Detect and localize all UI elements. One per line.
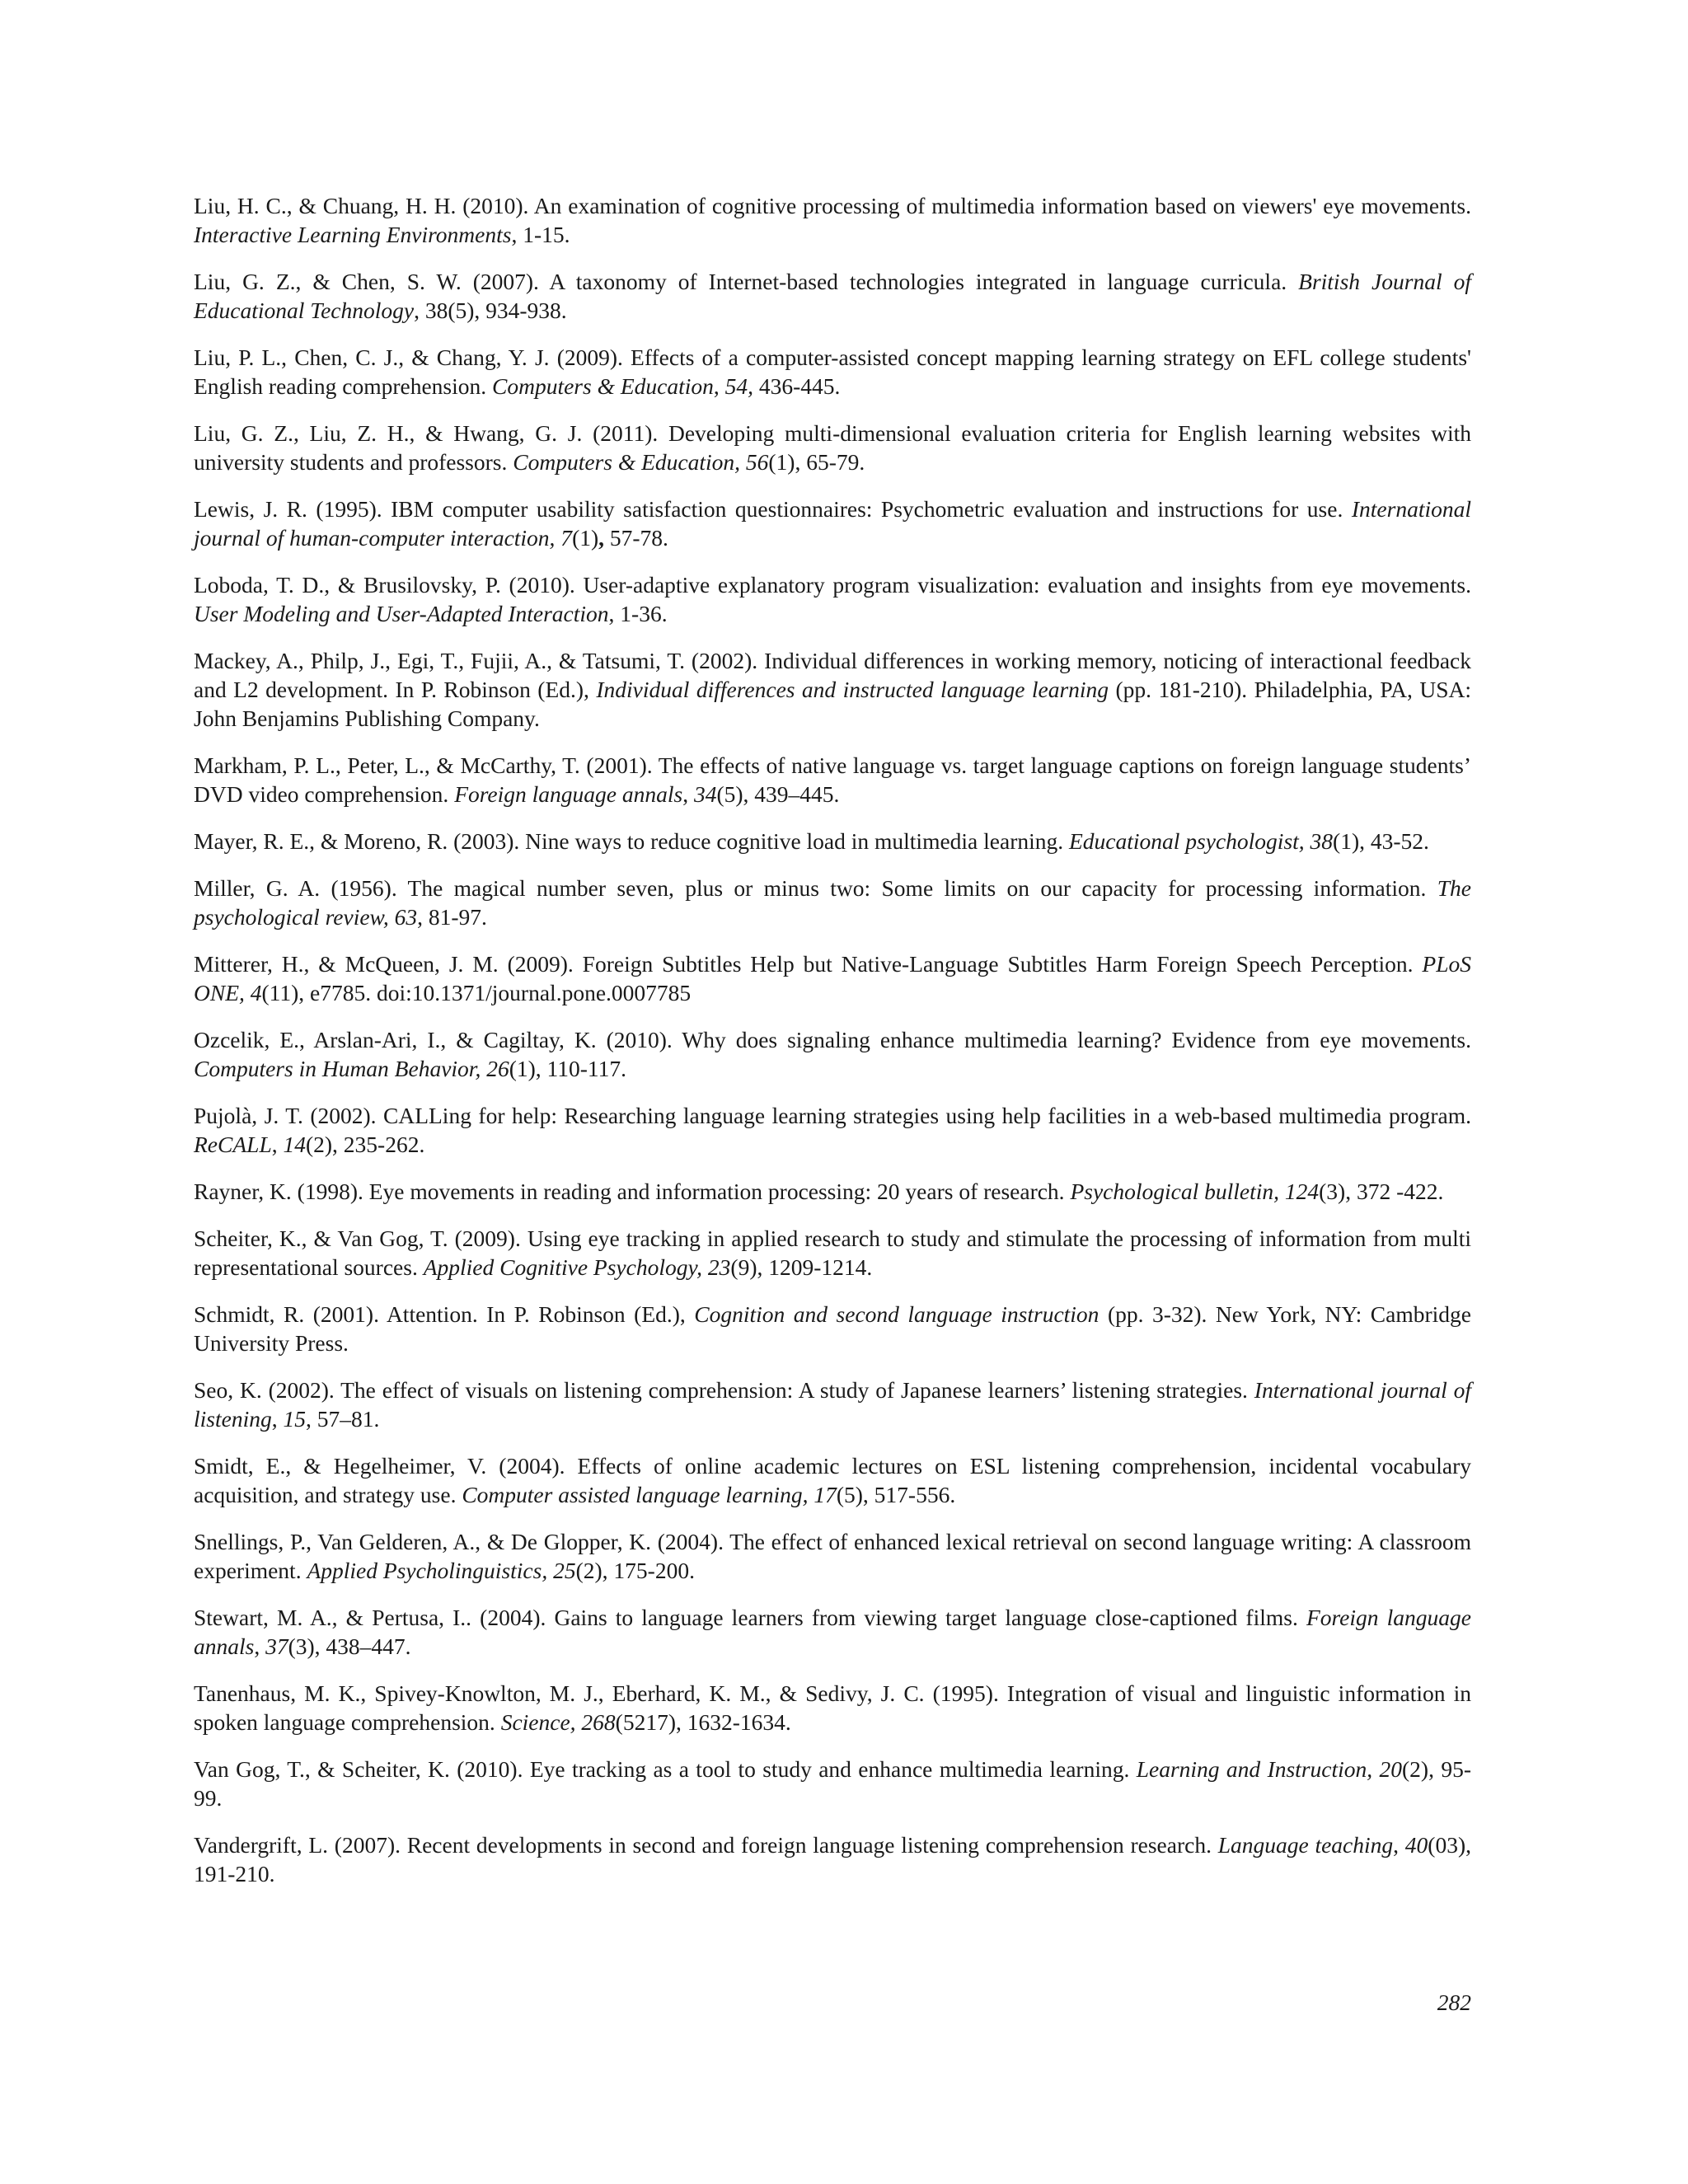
reference-italic-segment: The psychological review, 63: [194, 875, 1471, 930]
reference-text-segment: (9), 1209-1214.: [730, 1254, 873, 1280]
reference-entry: [194, 494, 1471, 552]
reference-italic-segment: Applied Cognitive Psychology, 23: [423, 1254, 731, 1280]
reference-text-segment: Scheiter, K., & Van Gog, T. (2009). Using eye tracking in applied research to study and stimulate the processing of information from multi representational sources.: [194, 1226, 1471, 1280]
reference-italic-segment: Computer assisted language learning, 17: [462, 1482, 837, 1507]
reference-italic-segment: Computers in Human Behavior, 26: [194, 1056, 509, 1081]
reference-entry: [194, 1451, 1471, 1509]
reference-italic-segment: Individual differences and instructed language learning: [596, 677, 1109, 702]
reference-text-segment: Rayner, K. (1998). Eye movements in reading and information processing: 20 years of research.: [194, 1179, 1071, 1204]
reference-text-segment: Miller, G. A. (1956). The magical number seven, plus or minus two: Some limits on our capacity for processing information.: [194, 875, 1437, 901]
reference-text-segment: Mitterer, H., & McQueen, J. M. (2009). Foreign Subtitles Help but Native-Language Subtitles Harm Foreign Speech Perception.: [194, 951, 1423, 977]
reference-entry: [194, 1603, 1471, 1661]
reference-italic-segment: Cognition and second language instruction: [694, 1301, 1100, 1327]
reference-text-segment: ,: [271, 1406, 284, 1432]
reference-italic-segment: Computers & Education, 56: [513, 449, 769, 475]
reference-italic-segment: Learning and Instruction, 20: [1136, 1756, 1403, 1782]
reference-text-segment: Tanenhaus, M. K., Spivey-Knowlton, M. J., Eberhard, K. M., & Sedivy, J. C. (1995). Integration of visual and linguistic information in spoken language comprehension.: [194, 1680, 1471, 1735]
reference-entry: [194, 1224, 1471, 1282]
reference-text-segment: (pp. 181-210). Philadelphia, PA, USA: John Benjamins Publishing Company.: [194, 677, 1472, 731]
reference-text-segment: (11), e7785. doi:10.1371/journal.pone.0007785: [261, 980, 692, 1005]
reference-text-segment: Liu, H. C., & Chuang, H. H. (2010). An examination of cognitive processing of multimedia information based on viewers' eye movements.: [194, 193, 1471, 218]
reference-italic-segment: 37: [265, 1633, 288, 1659]
reference-text-segment: Smidt, E., & Hegelheimer, V. (2004). Effects of online academic lectures on ESL listening comprehension, incidental vocabulary acquisition, and strategy use.: [194, 1453, 1471, 1507]
reference-italic-segment: PLoS ONE, 4: [194, 951, 1471, 1005]
reference-italic-segment: Psychological bulletin, 124: [1070, 1179, 1320, 1204]
reference-italic-segment: Applied Psycholinguistics, 25: [307, 1558, 576, 1583]
reference-text-segment: , 38(5), 934-938.: [414, 298, 567, 323]
reference-text-segment: Liu, P. L., Chen, C. J., & Chang, Y. J. (2009). Effects of a computer-assisted concept mapping learning strategy on EFL college students' English reading comprehension.: [194, 344, 1471, 399]
reference-entry: [194, 874, 1471, 931]
reference-italic-segment: Foreign language annals: [454, 781, 683, 807]
reference-text-segment: (2), 95-99.: [194, 1756, 1471, 1811]
reference-entry: [194, 1376, 1471, 1433]
page-number: 282: [1437, 1990, 1471, 2015]
reference-text-segment: , 57–81.: [305, 1406, 380, 1432]
reference-list: [194, 191, 1471, 1906]
reference-entry: [194, 1101, 1471, 1159]
reference-entry: [194, 267, 1471, 325]
reference-text-segment: Mackey, A., Philp, J., Egi, T., Fujii, A., & Tatsumi, T. (2002). Individual differences in working memory, noticing of interactional feedback and L2 development. In P. Robinson (Ed.),: [194, 648, 1471, 702]
reference-text-segment: , 81-97.: [417, 904, 487, 930]
reference-italic-segment: Interactive Learning Environments: [194, 222, 512, 247]
reference-entry: [194, 949, 1471, 1007]
reference-text-segment: (1), 43-52.: [1333, 828, 1429, 854]
reference-entry: [194, 827, 1471, 855]
reference-entry: [194, 343, 1471, 401]
reference-italic-segment: International journal of listening: [194, 1377, 1472, 1432]
reference-text-segment: ,: [254, 1633, 266, 1659]
reference-entry: [194, 191, 1471, 249]
reference-italic-segment: British Journal of Educational Technology: [194, 269, 1471, 323]
reference-entry: [194, 646, 1471, 733]
reference-italic-segment: User Modeling and User-Adapted Interaction: [194, 601, 609, 626]
reference-text-segment: , 1-15.: [511, 222, 570, 247]
reference-entry: [194, 1300, 1471, 1357]
reference-text-segment: (3), 438–447.: [288, 1633, 411, 1659]
reference-text-segment: Vandergrift, L. (2007). Recent developments in second and foreign language listening comprehension research.: [194, 1832, 1218, 1858]
reference-entry: [194, 1679, 1471, 1736]
reference-text-segment: (2), 235-262.: [305, 1132, 425, 1157]
reference-entry: [194, 1177, 1471, 1206]
reference-entry: [194, 570, 1471, 628]
reference-text-segment: Ozcelik, E., Arslan-Ari, I., & Cagiltay, K. (2010). Why does signaling enhance multimedia learning? Evidence from eye movements.: [194, 1027, 1471, 1052]
reference-italic-segment: 54,: [724, 373, 754, 399]
reference-text-segment: 57-78.: [604, 525, 668, 551]
reference-text-segment: (pp. 3-32). New York, NY: Cambridge University Press.: [194, 1301, 1471, 1356]
reference-text-segment: (1), 110-117.: [509, 1056, 627, 1081]
reference-entry: [194, 419, 1471, 476]
reference-text-segment: Liu, G. Z., & Chen, S. W. (2007). A taxonomy of Internet-based technologies integrated in language curricula.: [194, 269, 1299, 294]
reference-text-segment: Schmidt, R. (2001). Attention. In P. Robinson (Ed.),: [194, 1301, 695, 1327]
reference-italic-segment: 40: [1404, 1832, 1428, 1858]
reference-entry: [194, 1527, 1471, 1585]
reference-entry: [194, 751, 1471, 808]
reference-text-segment: (3), 372 -422.: [1319, 1179, 1444, 1204]
reference-entry: [194, 1755, 1471, 1812]
reference-italic-segment: International journal of human-computer interaction, 7: [194, 496, 1471, 551]
reference-text-segment: Liu, G. Z., Liu, Z. H., & Hwang, G. J. (2011). Developing multi-dimensional evaluation criteria for English learning websites with university students and professors.: [194, 420, 1471, 475]
reference-text-segment: (5), 517-556.: [836, 1482, 956, 1507]
reference-text-segment: Stewart, M. A., & Pertusa, I.. (2004). Gains to language learners from viewing target language close-captioned films.: [194, 1605, 1306, 1630]
reference-text-segment: (03), 191-210.: [194, 1832, 1471, 1886]
reference-text-segment: Pujolà, J. T. (2002). CALLing for help: Researching language learning strategies using help facilities in a web-based multimedia program.: [194, 1103, 1471, 1128]
reference-bold-segment: ,: [598, 525, 605, 551]
reference-text-segment: (2), 175-200.: [575, 1558, 695, 1583]
reference-text-segment: Van Gog, T., & Scheiter, K. (2010). Eye tracking as a tool to study and enhance multimedia learning.: [194, 1756, 1137, 1782]
reference-italic-segment: 34: [693, 781, 717, 807]
reference-text-segment: Seo, K. (2002). The effect of visuals on listening comprehension: A study of Japanese learners’ listening strategies.: [194, 1377, 1254, 1403]
reference-text-segment: ,: [1393, 1832, 1405, 1858]
reference-italic-segment: Computers & Education: [492, 373, 714, 399]
reference-italic-segment: Foreign language annals: [194, 1605, 1471, 1659]
reference-italic-segment: Language teaching: [1217, 1832, 1394, 1858]
reference-text-segment: Mayer, R. E., & Moreno, R. (2003). Nine ways to reduce cognitive load in multimedia learning.: [194, 828, 1069, 854]
reference-text-segment: Loboda, T. D., & Brusilovsky, P. (2010). User-adaptive explanatory program visualization: evaluation and insights from eye movements.: [194, 572, 1471, 598]
reference-text-segment: Lewis, J. R. (1995). IBM computer usability satisfaction questionnaires: Psychometric evaluation and instructions for use.: [194, 496, 1352, 522]
reference-text-segment: Snellings, P., Van Gelderen, A., & De Glopper, K. (2004). The effect of enhanced lexical retrieval on second language writing: A classroom experiment.: [194, 1529, 1471, 1583]
reference-entry: [194, 1025, 1471, 1083]
reference-italic-segment: ReCALL: [194, 1132, 272, 1157]
reference-text-segment: ,: [713, 373, 725, 399]
reference-text-segment: ,: [682, 781, 694, 807]
reference-text-segment: (5), 439–445.: [716, 781, 840, 807]
reference-italic-segment: Educational psychologist, 38: [1069, 828, 1334, 854]
reference-text-segment: Markham, P. L., Peter, L., & McCarthy, T. (2001). The effects of native language vs. target language captions on foreign language students’ DVD video comprehension.: [194, 752, 1471, 807]
reference-text-segment: , 1-36.: [608, 601, 668, 626]
reference-italic-segment: Science, 268: [500, 1709, 616, 1735]
reference-italic-segment: 15: [283, 1406, 306, 1432]
reference-text-segment: 436-445.: [753, 373, 841, 399]
reference-italic-segment: 14: [283, 1132, 306, 1157]
reference-text-segment: ,: [271, 1132, 284, 1157]
reference-entry: [194, 1830, 1471, 1888]
reference-text-segment: (5217), 1632-1634.: [615, 1709, 791, 1735]
reference-text-segment: (1): [572, 525, 599, 551]
reference-text-segment: (1), 65-79.: [768, 449, 865, 475]
